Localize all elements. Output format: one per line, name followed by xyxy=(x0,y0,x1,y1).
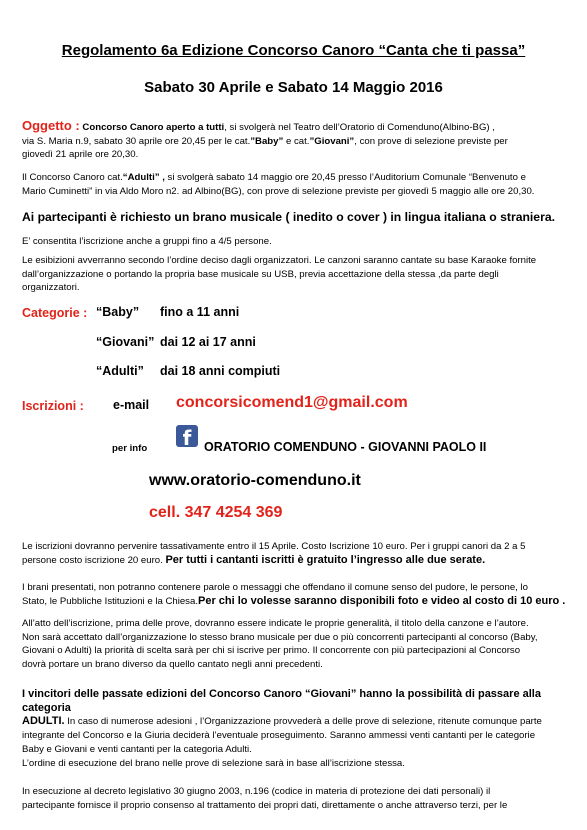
category-name: “Adulti” xyxy=(96,364,144,378)
oggetto-lead: Concorso Canoro aperto a tutti xyxy=(79,122,225,133)
info-label: per info xyxy=(112,443,148,454)
winners-line4: Baby e Giovani e venti cantanti per la categoria Adulti. xyxy=(22,743,252,755)
adulti-line2: Mario Cuminetti” in via Aldo Moro n2. ad Albino(BG), con prove di selezione previste per giovedì 5 maggio alle ore 20,30. xyxy=(22,185,535,197)
email-link[interactable]: concorsicomend1@gmail.com xyxy=(176,394,408,411)
category-range: dai 18 anni compiuti xyxy=(160,364,281,378)
oggetto-label: Oggetto : xyxy=(22,118,80,133)
rules-line: dovrà portare un brano diverso da quello cantato negli anni precedenti. xyxy=(22,659,323,671)
rules-line: Giovani o Adulti) la priorità di scelta sarà per chi si iscrive per primo. Il concorrente con più partecipazioni al Concorso xyxy=(22,645,521,657)
fees-free-entry: Per tutti i cantanti iscritti è gratuito l’ingresso alle due serate. xyxy=(165,553,486,566)
category-name: “Giovani” xyxy=(96,335,155,349)
category-name: “Baby” xyxy=(96,305,140,319)
winners-line1: I vincitori delle passate edizioni del Concorso Canoro “Giovani” hanno la possibilità di passare alla categoria xyxy=(22,688,541,714)
winners-line2b: In caso di numerose adesioni , l’Organizzazione provvederà a delle prove di selezione, ritenute comunque parte xyxy=(64,716,542,728)
winners-paragraph xyxy=(22,688,570,770)
oratorio-name: ORATORIO COMENDUNO - GIOVANNI PAOLO II xyxy=(204,440,487,454)
songs-line2a: Stato, le Pubbliche Istituzioni e la Chiesa. xyxy=(22,595,198,607)
website-link[interactable]: www.oratorio-comenduno.it xyxy=(149,472,361,489)
oggetto-text: , si svolgerà nel Teatro dell’Oratorio di Comenduno(Albino-BG) , xyxy=(224,122,495,133)
category-range: fino a 11 anni xyxy=(160,305,240,319)
categories-label: Categorie : xyxy=(22,306,88,320)
privacy-line2: partecipante fornisce il proprio consenso al trattamento dei propri dati, direttamente o anche attraverso terzi, per le xyxy=(22,799,508,811)
rules-line: Non sarà accettato dall’organizzazione lo stesso brano musicale per due o più concorrenti partecipanti al concorso (Baby, xyxy=(22,631,538,643)
groups-text: E’ consentita l’iscrizione anche a gruppi fino a 4/5 persone. xyxy=(22,236,272,247)
fees-line1: Le iscrizioni dovranno pervenire tassativamente entro il 15 Aprile. Costo Iscrizione 10 euro. Per i gruppi canori da 2 a 5 xyxy=(22,541,526,552)
fees-line2a: persone costo iscrizione 20 euro. xyxy=(22,554,166,566)
document-subtitle: Sabato 30 Aprile e Sabato 14 Maggio 2016 xyxy=(144,79,443,96)
order-paragraph xyxy=(22,254,570,295)
oggetto-line2c: , con prove di selezione previste per xyxy=(354,135,508,147)
phone-text: cell. 347 4254 369 xyxy=(149,504,283,521)
songs-photo-video: Per chi lo volesse saranno disponibili foto e video al costo di 10 euro . xyxy=(198,594,566,607)
winners-line3: integrante del Concorso e la Giuria deciderà l’eventuale proseguimento. Saranno ammessi venti cantanti per le categorie xyxy=(22,730,536,742)
fees-paragraph xyxy=(22,540,570,567)
songs-paragraph xyxy=(22,581,570,608)
oggetto-section xyxy=(22,119,570,162)
cat-baby-inline: ”Baby” xyxy=(250,135,284,147)
requirement-text: Ai partecipanti è richiesto un brano musicale ( inedito o cover ) in lingua italiana o straniera. xyxy=(22,210,555,224)
rules-paragraph xyxy=(22,617,570,672)
adulti-paragraph xyxy=(22,171,570,198)
category-range: dai 12 ai 17 anni xyxy=(160,335,256,349)
oggetto-line2b: e cat. xyxy=(283,135,310,147)
phone-number xyxy=(149,504,282,522)
rules-line: All’atto dell’iscrizione, prima delle prove, dovranno essere indicate le proprie generalità, il titolo della canzone e l’autore. xyxy=(22,618,529,629)
document-title: Regolamento 6a Edizione Concorso Canoro “Canta che ti passa” xyxy=(61,42,526,59)
winners-adulti: ADULTI. xyxy=(22,715,65,728)
cat-giovani-inline: ”Giovani” xyxy=(309,135,355,147)
privacy-line1: In esecuzione al decreto legislativo 30 giugno 2003, n.196 (codice in materia di protezione dei dati personali) il xyxy=(22,786,491,797)
cat-adulti-inline: “Adulti” , xyxy=(122,172,165,183)
order-line: Le esibizioni avverranno secondo l’ordine deciso dagli organizzatori. Le canzoni saranno cantate su base Karaoke fornite xyxy=(22,255,537,266)
order-line: organizzatori. xyxy=(22,282,80,294)
oggetto-line3: giovedì 21 aprile ore 20,30. xyxy=(22,149,139,161)
facebook-icon[interactable]: f xyxy=(176,425,198,447)
iscrizioni-label: Iscrizioni : xyxy=(22,399,84,413)
email-label: e-mail xyxy=(113,398,150,412)
adulti-text: si svolgerà sabato 14 maggio ore 20,45 presso l’Auditorium Comunale “Benvenuto e xyxy=(164,172,526,183)
privacy-paragraph xyxy=(22,785,570,812)
order-line: dall’organizzazione o portando la propria base musicale su USB, previa accettazione della stessa ,da parte degli xyxy=(22,268,499,280)
oggetto-line2: via S. Maria n.9, sabato 30 aprile ore 20,45 per le cat. xyxy=(22,135,251,147)
songs-line1: I brani presentati, non potranno contenere parole o messaggi che offendano il comune senso del pudore, le persone, lo xyxy=(22,582,528,593)
adulti-intro: Il Concorso Canoro cat. xyxy=(22,172,123,183)
winners-line5: L’ordine di esecuzione del brano nelle prove di selezione sarà in base all’iscrizione stessa. xyxy=(22,757,405,769)
